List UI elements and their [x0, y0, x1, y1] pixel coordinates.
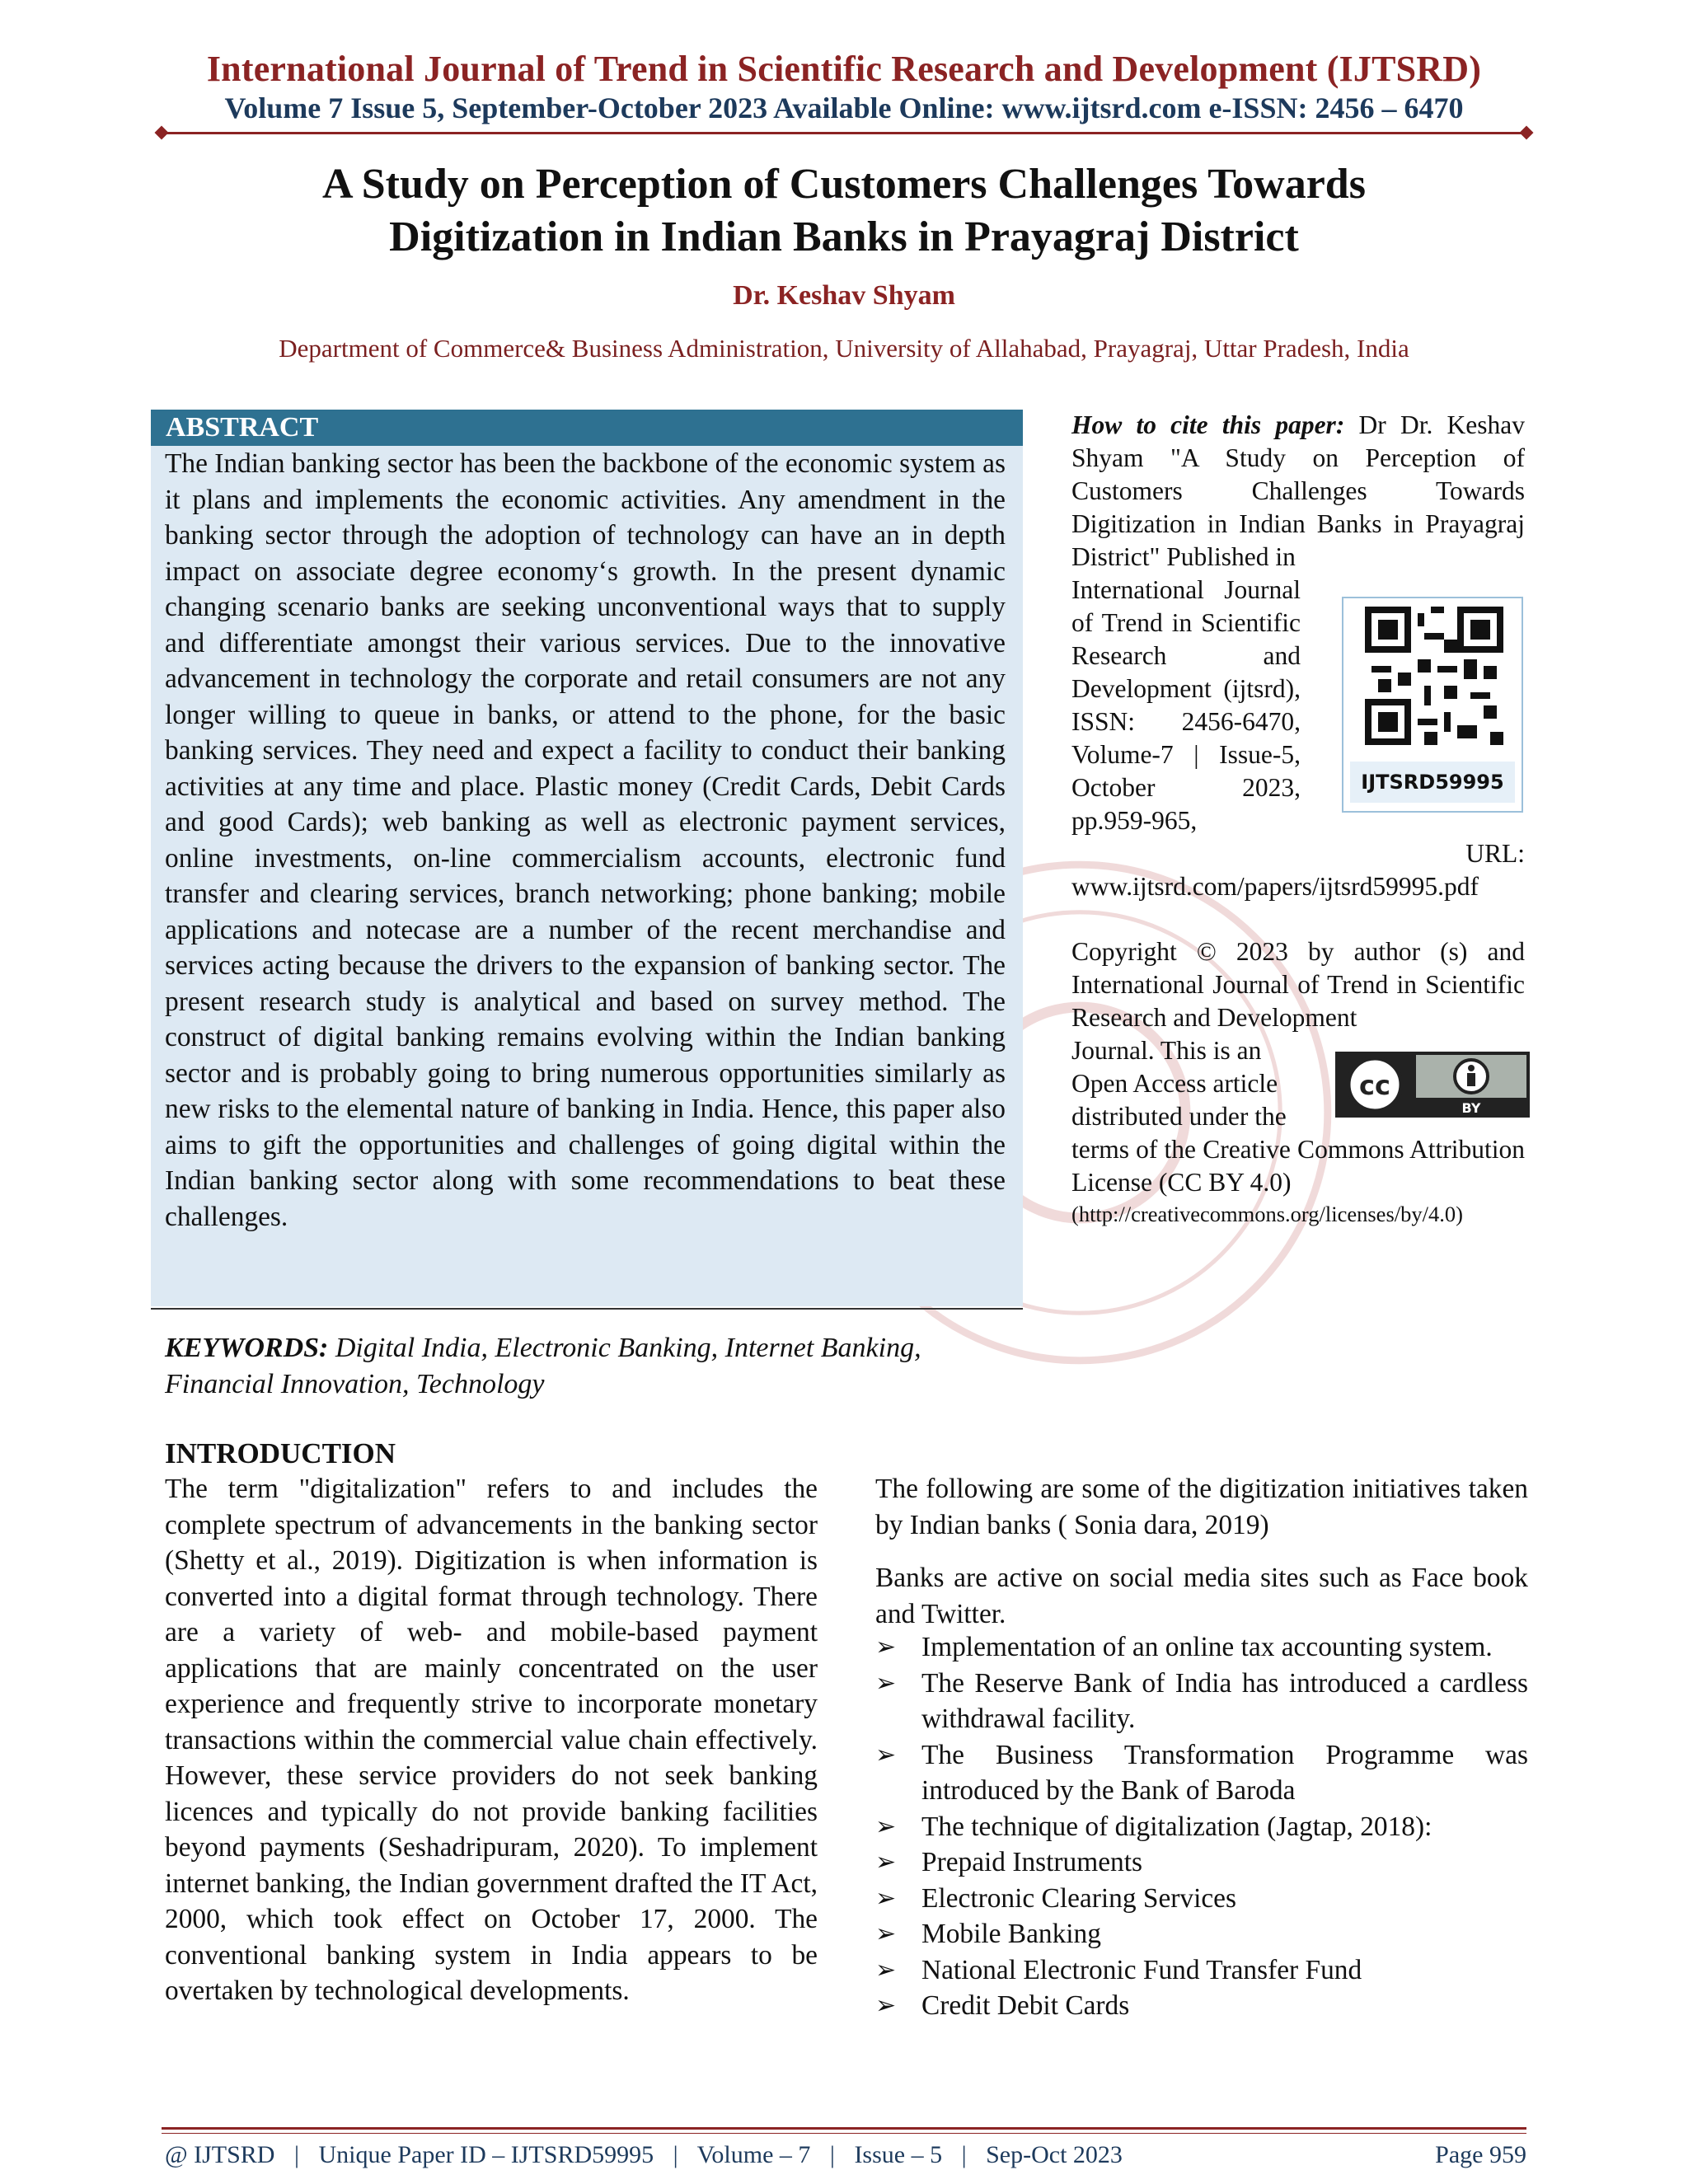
list-item: ➢ The technique of digitalization (Jagtap, 2018):: [875, 1809, 1528, 1845]
citation-text: Dr Dr. Keshav Shyam "A Study on Perception of Customers Challenges Towards Digitization in Indian Banks in Prayagraj District" Published in: [1071, 410, 1525, 571]
list-item: ➢ National Electronic Fund Transfer Fund: [875, 1952, 1528, 1989]
footer-issue: Issue – 5: [854, 2141, 943, 2168]
digitization-initiatives-list: [875, 1629, 1528, 2024]
page-footer: [165, 2141, 1526, 2169]
arrow-bullet-icon: ➢: [875, 1740, 897, 1769]
arrow-bullet-icon: ➢: [875, 1883, 897, 1913]
citation-text-continued: International Journal of Trend in Scientific Research and Development (ijtsrd), ISSN: 2456-6470, Volume-7 | Issue-5, October 2023, pp.959-965,: [1071, 575, 1301, 835]
arrow-bullet-icon: ➢: [875, 1668, 897, 1698]
introduction-left-text: The term "digitalization" refers to and includes the complete spectrum of advancements in the banking sector (Shetty et al., 2019). Digitization is when information is converted into a digital format through technology. There are a variety of web- and mobile-based payment applications that are mainly concentrated on the user experience and frequently strive to incorporate monetary transactions within the commercial value chain effectively. However, these service providers do not seek banking licences and typically do not provide banking facilities beyond payments (Seshadripuram, 2020). To implement internet banking, the Indian government drafted the IT Act, 2000, which took effect on October 17, 2000. The conventional banking system in India appears to be overtaken by technological developments.: [165, 1474, 818, 2006]
footer-separator: |: [673, 2141, 678, 2168]
arrow-bullet-icon: ➢: [875, 1848, 897, 1877]
footer-separator: |: [961, 2141, 967, 2168]
footer-rule: [162, 2127, 1526, 2130]
header-rule-diamond-left: [155, 126, 169, 140]
citation-url-label: URL:: [1465, 839, 1525, 868]
list-item: ➢ Mobile Banking: [875, 1916, 1528, 1952]
volume-issue-line: Volume 7 Issue 5, September-October 2023 Available Online: www.ijtsrd.com e-ISSN: 2456 – 6470: [224, 91, 1464, 124]
arrow-bullet-icon: ➢: [875, 1919, 897, 1948]
list-item: ➢ The Business Transformation Programme was introduced by the Bank of Baroda: [875, 1737, 1528, 1809]
cc-glyph: cc: [1359, 1070, 1390, 1101]
author-name: Dr. Keshav Shyam: [733, 280, 955, 311]
keywords-text: Digital India, Electronic Banking, Internet Banking, Financial Innovation, Technology: [165, 1333, 921, 1399]
header-rule: [162, 132, 1526, 134]
license-terms: terms of the Creative Commons Attribution License (CC BY 4.0): [1071, 1135, 1525, 1197]
arrow-bullet-icon: ➢: [875, 1811, 897, 1841]
list-item: ➢ Implementation of an online tax accounting system.: [875, 1629, 1528, 1666]
abstract-heading: ABSTRACT: [151, 410, 1023, 446]
footer-journal: @ IJTSRD: [165, 2141, 275, 2168]
by-glyph: BY: [1461, 1100, 1481, 1116]
list-item: ➢ Electronic Clearing Services: [875, 1881, 1528, 1917]
copyright-text-continued: Journal. This is an Open Access article distributed under the: [1071, 1036, 1287, 1131]
arrow-bullet-icon: ➢: [875, 1991, 897, 2020]
arrow-bullet-icon: ➢: [875, 1955, 897, 1985]
citation-label: How to cite this paper: [1071, 410, 1336, 439]
footer-separator: |: [293, 2141, 299, 2168]
keywords-label: KEYWORDS:: [165, 1333, 329, 1363]
abstract-bottom-rule: [151, 1308, 1023, 1310]
abstract-text: The Indian banking sector has been the backbone of the economic system as it plans and implements the economic activities. Any amendment in the banking sector through the adoption of technology can have an in depth impact on associate degree economy‘s growth. In the present dynamic changing scenario banks are seeking unconventional ways that to supply and differentiate amongst their various services. Due to the innovative advancement in technology the corporate and retail consumers are not any longer willing to queue in banks, or attend to the phone, for the basic banking services. They need and expect a facility to conduct their banking activities at any time and place. Plastic money (Credit Cards, Debit Cards and good Cards); web banking as well as electronic payment services, online investments, on-line commercialism accounts, electronic fund transfer and clearing services, branch networking; phone banking; mobile applications and notecase are a number of the recent merchandise and services acting because the drivers to the expansion of banking sector. The present research study is analytical and based on survey method. The construct of digital banking remains evolving within the Indian banking sector and is probably going to bring numerous opportunities similarly as new risks to the elemental nature of banking in India. Hence, this paper also aims to gift the opportunities and challenges of going digital within the Indian banking sector along with some recommendations to beat these challenges.: [165, 448, 1006, 1232]
list-item: ➢ Prepaid Instruments: [875, 1844, 1528, 1881]
footer-paper-id: Unique Paper ID – IJTSRD59995: [318, 2141, 654, 2168]
footer-separator: |: [829, 2141, 835, 2168]
introduction-heading: INTRODUCTION: [165, 1437, 396, 1469]
introduction-right-para-1: The following are some of the digitization initiatives taken by Indian banks ( Sonia dara, 2019): [875, 1474, 1528, 1540]
license-url[interactable]: (http://creativecommons.org/licenses/by/4.0): [1071, 1202, 1463, 1226]
citation-label-colon: :: [1335, 410, 1345, 439]
header-rule-diamond-right: [1520, 126, 1534, 140]
footer-rule-thin: [162, 2133, 1526, 2134]
keywords: [165, 1330, 1022, 1403]
qr-code-caption: IJTSRD59995: [1350, 762, 1515, 803]
introduction-right-para-2: Banks are active on social media sites such as Face book and Twitter.: [875, 1563, 1528, 1629]
citation-block: [1071, 409, 1525, 574]
list-item: ➢ Credit Debit Cards: [875, 1988, 1528, 2024]
cc-by-icon: [1335, 1052, 1530, 1118]
journal-name: International Journal of Trend in Scientific Research and Development (IJTSRD): [206, 49, 1482, 89]
footer-date: Sep-Oct 2023: [986, 2141, 1123, 2168]
footer-volume: Volume – 7: [696, 2141, 811, 2168]
paper-title-line-2: Digitization in Indian Banks in Prayagraj District: [389, 213, 1299, 260]
arrow-bullet-icon: ➢: [875, 1633, 897, 1661]
citation-url[interactable]: www.ijtsrd.com/papers/ijtsrd59995.pdf: [1071, 872, 1479, 901]
paper-title-line-1: A Study on Perception of Customers Challenges Towards: [322, 161, 1366, 208]
list-item: ➢ The Reserve Bank of India has introduced a cardless withdrawal facility.: [875, 1666, 1528, 1737]
copyright-text: Copyright © 2023 by author (s) and International Journal of Trend in Scientific Research and Development: [1071, 937, 1525, 1032]
author-affiliation: Department of Commerce& Business Administration, University of Allahabad, Prayagraj, Uttar Pradesh, India: [279, 334, 1409, 363]
qr-code-panel[interactable]: [1342, 597, 1523, 813]
paper-title: [0, 158, 1688, 264]
qr-code-icon: [1365, 607, 1503, 745]
page-number: Page 959: [1435, 2141, 1526, 2168]
cc-by-license-badge[interactable]: [1335, 1052, 1530, 1118]
